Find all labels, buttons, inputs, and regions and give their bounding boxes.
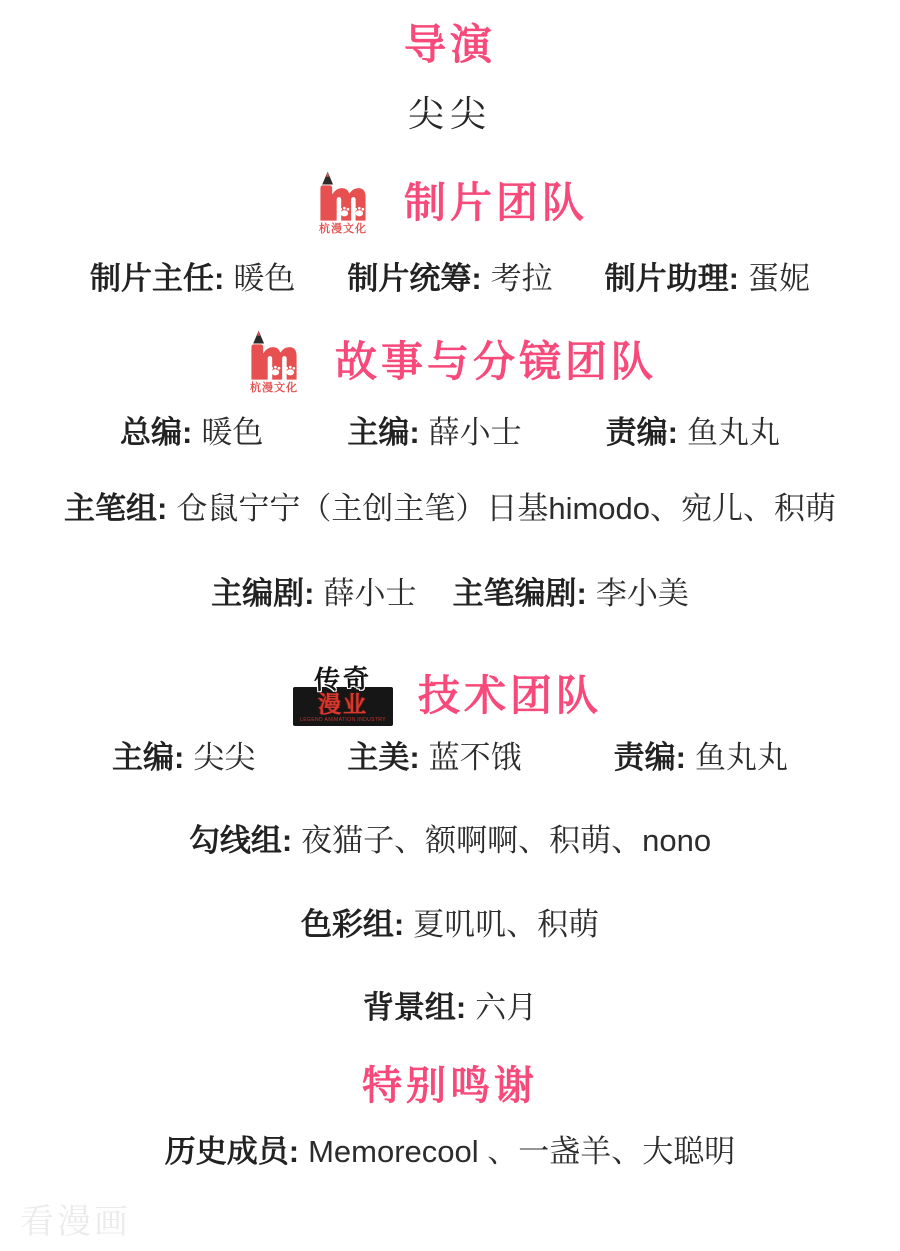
hangman-logo-caption: 杭漫文化 [249, 382, 298, 395]
credit-label: 制片助理: [604, 261, 739, 297]
production-heading [312, 170, 588, 235]
story-row-artists [64, 489, 836, 529]
credit-name: 夏叽叽、积萌 [413, 907, 600, 943]
credit-name: 尖尖 [193, 740, 256, 776]
director-title: 导演 [403, 21, 496, 68]
credit-label: 勾线组: [188, 823, 293, 859]
credit-label: 责编: [613, 740, 686, 776]
credit-name: 暖色 [233, 261, 296, 297]
credit-pair [347, 738, 521, 778]
legend-logo-caption: LEGEND ANIMATION INDUSTRY [300, 717, 386, 724]
credit-name: 蓝不饿 [428, 740, 522, 776]
credit-label: 色彩组: [300, 907, 405, 943]
credit-name: 鱼丸丸 [686, 415, 780, 451]
credit-label: 背景组: [362, 990, 467, 1026]
hangman-logo-caption: 杭漫文化 [318, 223, 367, 236]
credit-pair [90, 259, 295, 299]
tech-row-color [301, 905, 599, 945]
tech-title: 技术团队 [417, 672, 602, 720]
credit-label: 主美: [347, 740, 420, 776]
credit-label: 主编剧: [211, 576, 315, 612]
credit-pair [605, 259, 810, 299]
tech-row-editors [112, 738, 788, 778]
tech-heading [298, 663, 602, 726]
legend-animation-logo [298, 663, 388, 726]
credit-pair [165, 1132, 736, 1172]
credit-pair [614, 738, 788, 778]
thanks-row [165, 1132, 736, 1172]
credit-pair [347, 413, 521, 453]
kanmanhua-watermark: 看漫画 [20, 1203, 131, 1241]
credit-pair [453, 574, 689, 614]
story-row-editors [120, 413, 780, 453]
credit-name: 夜猫子、额啊啊、积萌、nono [301, 823, 712, 859]
credit-pair [301, 905, 599, 945]
credit-label: 历史成员: [164, 1134, 300, 1170]
tech-row-lineart [189, 821, 711, 861]
production-row [90, 259, 810, 299]
credit-name: 六月 [475, 990, 538, 1026]
credit-name: 仓鼠宁宁（主创主笔）日基himodo、宛儿、积萌 [176, 491, 836, 527]
credit-pair [211, 574, 416, 614]
credit-label: 主笔编剧: [452, 576, 587, 612]
story-heading [243, 329, 657, 394]
credit-name: 蛋妮 [747, 261, 810, 297]
story-row-writers [211, 574, 689, 614]
credit-pair [64, 489, 836, 529]
credit-label: 主编: [112, 740, 185, 776]
credit-label: 总编: [120, 415, 193, 451]
tech-row-background [363, 988, 537, 1028]
story-title: 故事与分镜团队 [334, 337, 657, 385]
credit-name: 薛小士 [323, 576, 417, 612]
credit-pair [606, 413, 780, 453]
hangman-m-icon [245, 329, 303, 385]
credit-pair [363, 988, 537, 1028]
legend-logo-name: 漫业 [317, 691, 368, 718]
credit-label: 主笔组: [64, 491, 168, 527]
production-title: 制片团队 [403, 178, 588, 226]
credit-label: 制片主任: [90, 261, 225, 297]
credit-label: 责编: [605, 415, 678, 451]
credit-label: 制片统筹: [347, 261, 482, 297]
thanks-title: 特别鸣谢 [362, 1064, 538, 1109]
credit-name: 薛小士 [428, 415, 522, 451]
credit-name: 鱼丸丸 [694, 740, 788, 776]
credit-pair [189, 821, 711, 861]
credit-name: Memorecool 、一盏羊、大聪明 [308, 1134, 736, 1170]
legend-logo-top-text: 传奇 [313, 663, 373, 696]
credit-label: 主编: [347, 415, 420, 451]
credit-name: 李小美 [595, 576, 689, 612]
hangman-culture-logo [243, 329, 305, 394]
hangman-culture-logo [312, 170, 374, 235]
credit-pair [112, 738, 255, 778]
credit-name: 暖色 [201, 415, 264, 451]
credit-pair [347, 259, 552, 299]
credit-name: 考拉 [490, 261, 553, 297]
director-name: 尖尖 [407, 93, 492, 135]
credit-pair [120, 413, 263, 453]
hangman-m-icon [314, 170, 372, 226]
